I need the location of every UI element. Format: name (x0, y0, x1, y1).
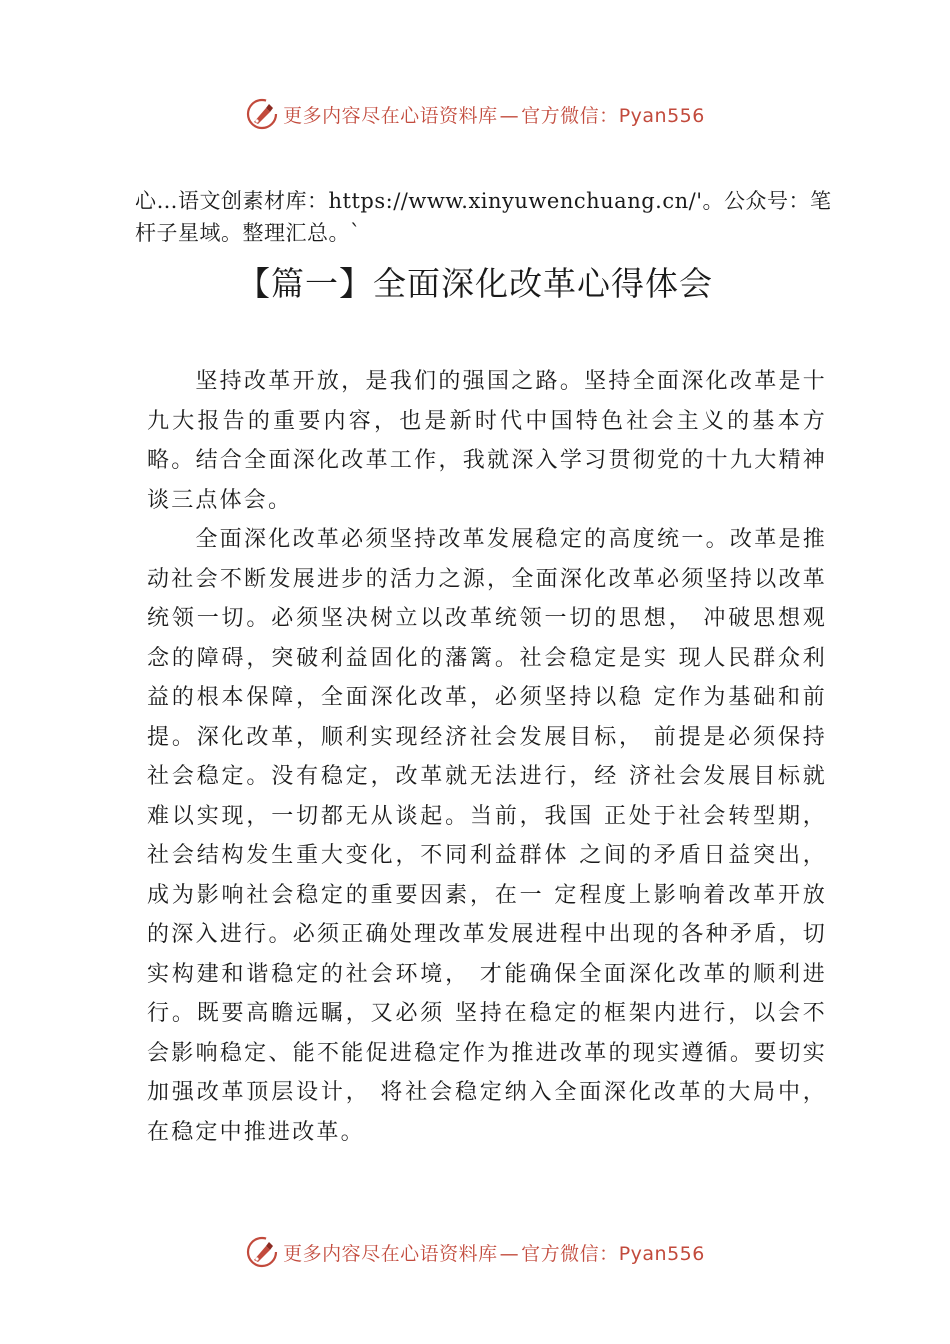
banner-main-text: 更多内容尽在心语资料库 (283, 104, 498, 127)
banner-separator: — (499, 1242, 520, 1265)
article-body (147, 362, 827, 1152)
banner-wechat-id: Pyan556 (618, 1242, 705, 1265)
source-note: 心…语文创素材库：https://www.xinyuwenchuang.cn/'。公众号：笔杆子星域。整理汇总。` (135, 189, 832, 245)
header-banner (0, 92, 950, 136)
paragraph-reform-stability: 全面深化改革必须坚持改革发展稳定的高度统一。改革是推动社会不断发展进步的活力之源，全面深化改革必须坚持以改革统领一切。必须坚决树立以改革统领一切的思想， 冲破思想观念的障碍，突破利益固化的藩篱。社会稳定是实 现人民群众利益的根本保障，全面深化改革，必须坚持以稳 定作为基础和前提。深化改革，顺利实现经济社会发展目标， 前提是必须保持社会稳定。没有稳定，改革就无法进行，经 济社会发展目标就难以实现，一切都无从谈起。当前，我国 正处于社会转型期，社会结构发生重大变化，不同利益群体 之间的矛盾日益突出，成为影响社会稳定的重要因素，在一 定程度上影响着改革开放的深入进行。必须正确处理改革发展进程中出现的各种矛盾，切实构建和谐稳定的社会环境， 才能确保全面深化改革的顺利进行。既要高瞻远瞩，又必须 坚持在稳定的框架内进行，以会不会影响稳定、能不能促进稳定作为推进改革的现实遵循。要切实加强改革顶层设计， 将社会稳定纳入全面深化改革的大局中，在稳定中推进改革。 (147, 527, 827, 1145)
banner-wechat-id: Pyan556 (618, 104, 705, 127)
banner-separator: — (499, 104, 520, 127)
banner-official-label: 官方微信： (521, 104, 619, 127)
banner-official-label: 官方微信： (521, 1242, 619, 1265)
footer-banner (0, 1230, 950, 1274)
header-banner-text (283, 101, 705, 128)
paragraph-intro: 坚持改革开放，是我们的强国之路。坚持全面深化改革是十九大报告的重要内容，也是新时代中国特色社会主义的基本方略。结合全面深化改革工作，我就深入学习贯彻党的十九大精神谈三点体会。 (147, 369, 827, 513)
page-title: 【篇一】全面深化改革心得体会 (237, 264, 713, 303)
footer-banner-text (283, 1239, 705, 1266)
pen-nib-icon (245, 1235, 279, 1269)
pen-nib-icon (245, 97, 279, 131)
banner-main-text: 更多内容尽在心语资料库 (283, 1242, 498, 1265)
